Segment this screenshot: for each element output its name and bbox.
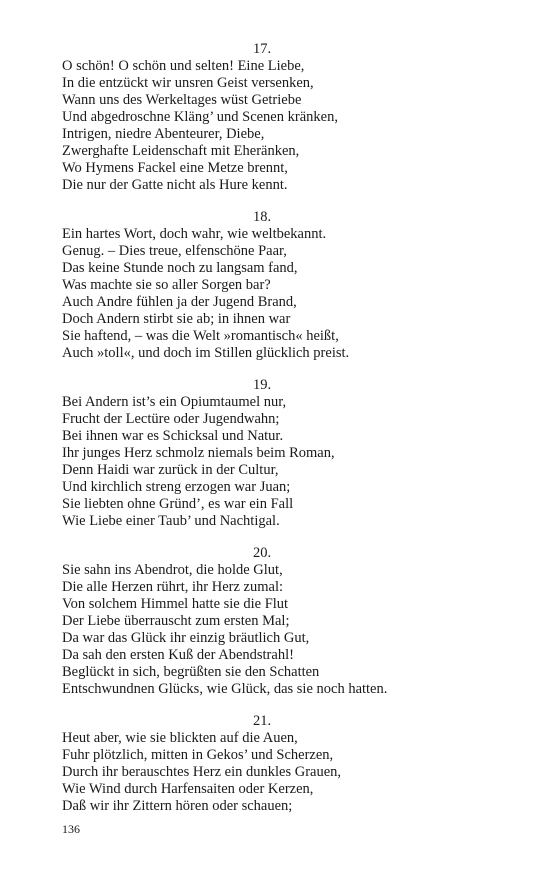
verse-line: Bei Andern ist’s ein Opiumtaumel nur, xyxy=(62,394,287,410)
verse-line: Auch Andre fühlen ja der Jugend Brand, xyxy=(62,294,297,310)
stanza-number: 17. xyxy=(252,41,272,57)
verse-line: Der Liebe überrauscht zum ersten Mal; xyxy=(62,613,290,629)
stanza-20 xyxy=(62,545,502,698)
stanza-number: 21. xyxy=(252,713,272,729)
verse-line: Sie liebten ohne Gründ’, es war ein Fall xyxy=(62,496,294,512)
verse-line: Denn Haidi war zurück in der Cultur, xyxy=(62,462,279,478)
verse-line: Intrigen, niedre Abenteurer, Diebe, xyxy=(62,126,265,142)
verse-line: Die nur der Gatte nicht als Hure kennt. xyxy=(62,177,288,193)
verse-line: Entschwundnen Glücks, wie Glück, das sie noch hatten. xyxy=(62,681,388,697)
verse-line: Von solchem Himmel hatte sie die Flut xyxy=(62,596,289,612)
verse-line: Beglückt in sich, begrüßten sie den Schatten xyxy=(62,664,320,680)
verse-line: Wie Liebe einer Taub’ und Nachtigal. xyxy=(62,513,280,529)
verse-line: Zwerghafte Leidenschaft mit Eheränken, xyxy=(62,143,300,159)
verse-line: Wie Wind durch Harfensaiten oder Kerzen, xyxy=(62,781,314,797)
page-number: 136 xyxy=(62,822,80,836)
verse-line: Das keine Stunde noch zu langsam fand, xyxy=(62,260,298,276)
verse-line: Wo Hymens Fackel eine Metze brennt, xyxy=(62,160,288,176)
verse-line: Wann uns des Werkeltages wüst Getriebe xyxy=(62,92,302,108)
verse-line: In die entzückt wir unsren Geist versenken, xyxy=(62,75,314,91)
verse-line: Durch ihr berauschtes Herz ein dunkles Grauen, xyxy=(62,764,342,780)
verse-line: Doch Andern stirbt sie ab; in ihnen war xyxy=(62,311,291,327)
verse-line: Ein hartes Wort, doch wahr, wie weltbekannt. xyxy=(62,226,327,242)
verse-line: Daß wir ihr Zittern hören oder schauen; xyxy=(62,798,293,814)
verse-line: Ihr junges Herz schmolz niemals beim Roman, xyxy=(62,445,335,461)
stanza-number: 20. xyxy=(252,545,272,561)
verse-line: Heut aber, wie sie blickten auf die Auen, xyxy=(62,730,298,746)
verse-line: Genug. – Dies treue, elfenschöne Paar, xyxy=(62,243,287,259)
verse-line: Die alle Herzen rührt, ihr Herz zumal: xyxy=(62,579,284,595)
stanza-19 xyxy=(62,377,502,530)
stanza-21 xyxy=(62,713,502,815)
verse-line: Und kirchlich streng erzogen war Juan; xyxy=(62,479,291,495)
verse-line: Sie haftend, – was die Welt »romantisch« heißt, xyxy=(62,328,339,344)
stanza-number: 18. xyxy=(252,209,272,225)
verse-line: Da sah den ersten Kuß der Abendstrahl! xyxy=(62,647,294,663)
verse-line: Sie sahn ins Abendrot, die holde Glut, xyxy=(62,562,283,578)
stanza-number: 19. xyxy=(252,377,272,393)
verse-line: Auch »toll«, und doch im Stillen glücklich preist. xyxy=(62,345,350,361)
verse-line: Bei ihnen war es Schicksal und Natur. xyxy=(62,428,284,444)
verse-line: O schön! O schön und selten! Eine Liebe, xyxy=(62,58,305,74)
verse-line: Und abgedroschne Kläng’ und Scenen kränken, xyxy=(62,109,338,125)
verse-line: Da war das Glück ihr einzig bräutlich Gut, xyxy=(62,630,310,646)
stanza-18 xyxy=(62,209,502,362)
verse-line: Was machte sie so aller Sorgen bar? xyxy=(62,277,271,293)
verse-line: Fuhr plötzlich, mitten in Gekos’ und Scherzen, xyxy=(62,747,334,763)
verse-line: Frucht der Lectüre oder Jugendwahn; xyxy=(62,411,280,427)
stanza-17 xyxy=(62,41,502,194)
